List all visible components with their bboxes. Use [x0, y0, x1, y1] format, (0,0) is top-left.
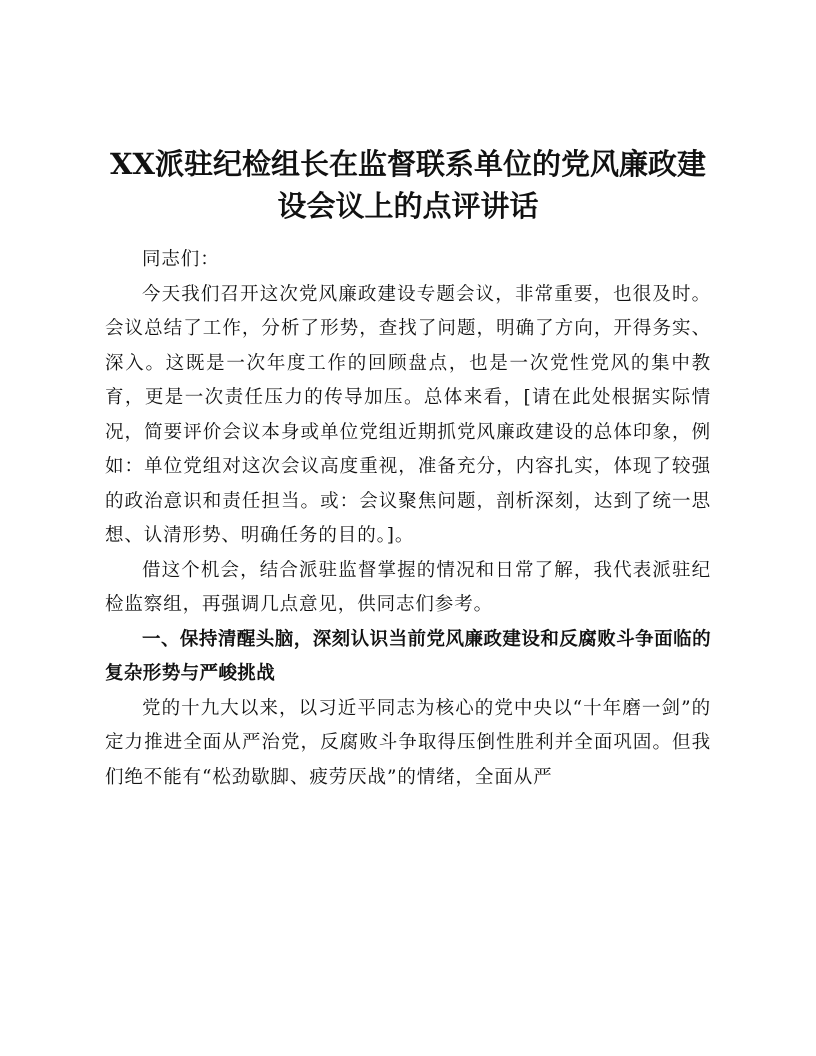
transition-paragraph: 借这个机会，结合派驻监督掌握的情况和日常了解，我代表派驻纪检监察组，再强调几点意见，供同志们参考。	[105, 559, 711, 615]
section-1-paragraph: 党的十九大以来，以习近平同志为核心的党中央以“十年磨一剑”的定力推进全面从严治党，反腐败斗争取得压倒性胜利并全面巩固。但我们绝不能有“松劲歇脚、疲劳厌战”的情绪，全面从严	[105, 697, 711, 788]
salutation-paragraph: 同志们：	[142, 249, 220, 270]
section-heading-1: 一、保持清醒头脑，深刻认识当前党风廉政建设和反腐败斗争面临的复杂形势与严峻挑战	[105, 628, 711, 684]
document-body	[105, 243, 711, 795]
document-title: XX派驻纪检组长在监督联系单位的党风廉政建设会议上的点评讲话	[109, 147, 706, 223]
opening-paragraph: 今天我们召开这次党风廉政建设专题会议，非常重要，也很及时。会议总结了工作，分析了形势，查找了问题，明确了方向，开得务实、深入。这既是一次年度工作的回顾盘点，也是一次党性党风的集中教育，更是一次责任压力的传导加压。总体来看，[请在此处根据实际情况，简要评价会议本身或单位党组近期抓党风廉政建设的总体印象，例如：单位党组对这次会议高度重视，准备充分，内容扎实，体现了较强的政治意识和责任担当。或：会议聚焦问题，剖析深刻，达到了统一思想、认清形势、明确任务的目的。]。	[105, 283, 711, 546]
